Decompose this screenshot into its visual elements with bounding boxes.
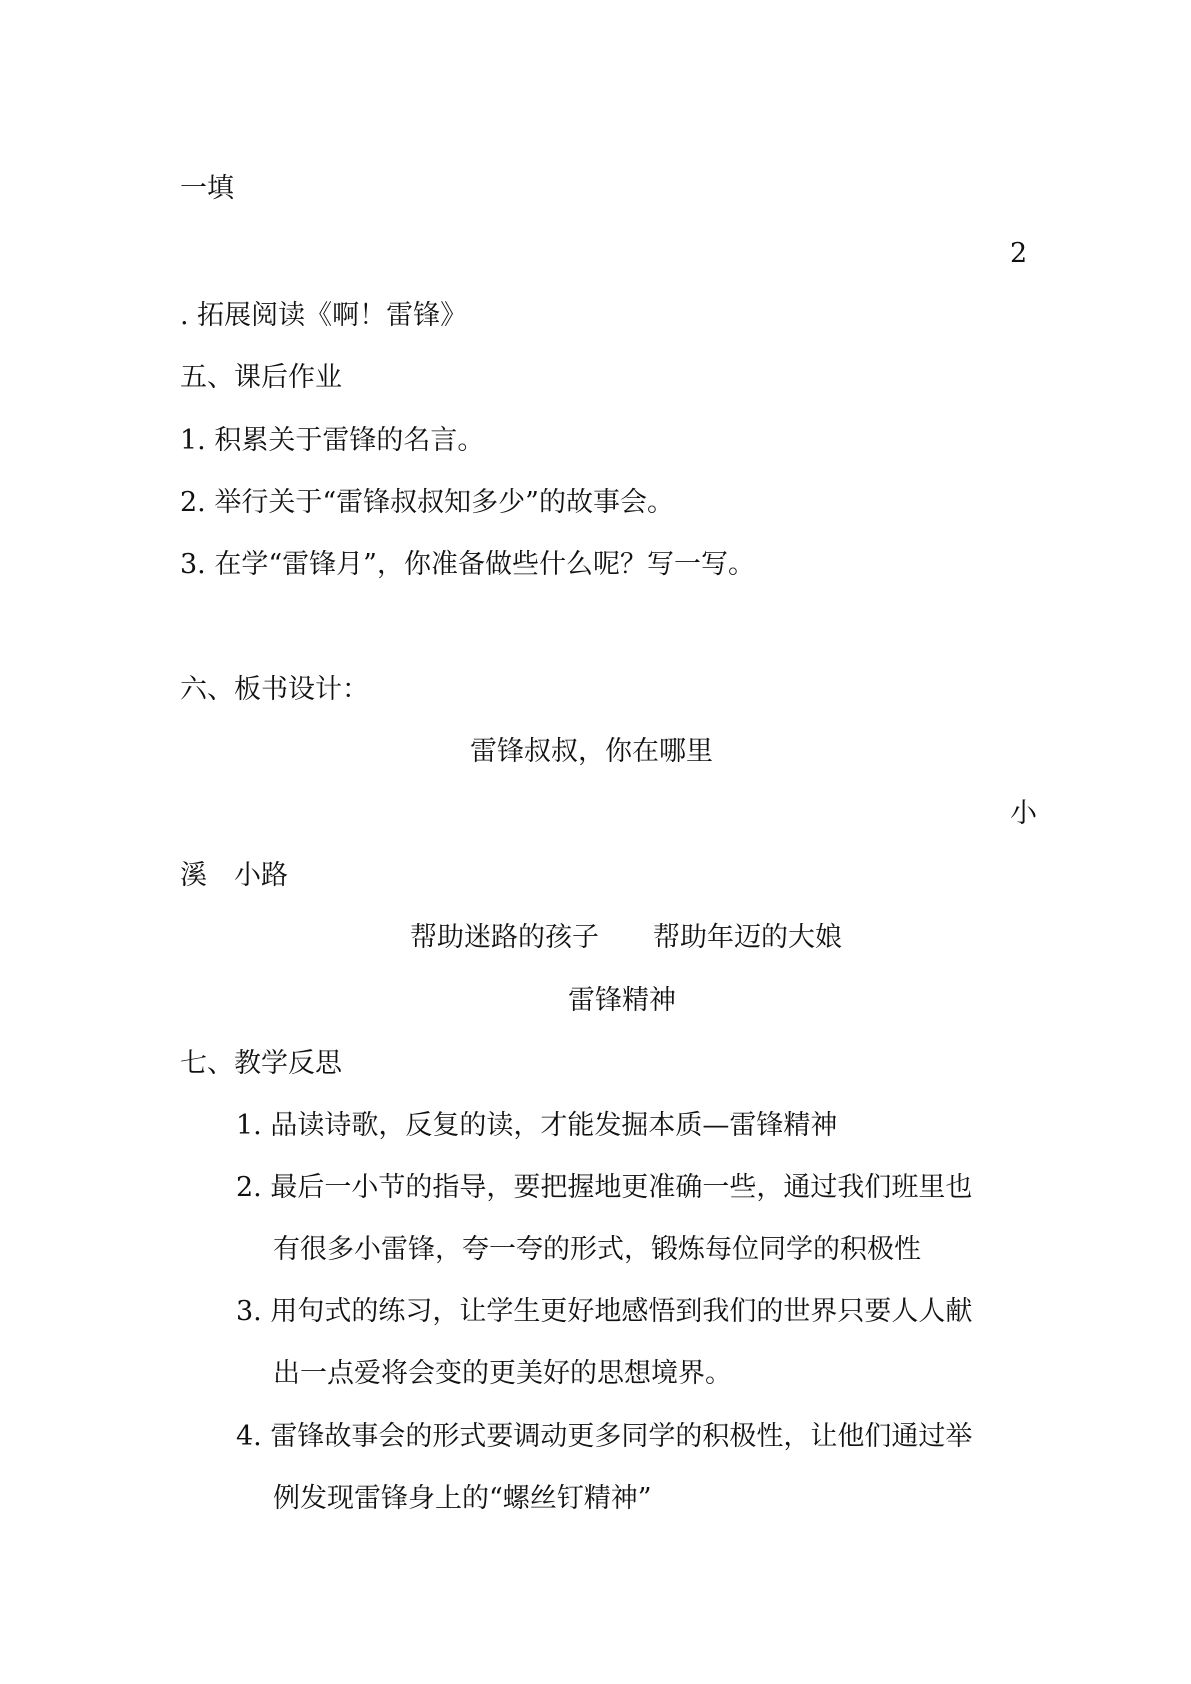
page-number: 2 xyxy=(1010,238,1028,269)
board-title: 雷锋叔叔，你在哪里 xyxy=(470,736,713,767)
board-fragment-left: 溪 小路 xyxy=(180,860,288,891)
homework-item-2: 2. 举行关于“雷锋叔叔知多少”的故事会。 xyxy=(180,487,674,518)
board-fragment-right: 小 xyxy=(1010,798,1037,829)
homework-item-1: 1. 积累关于雷锋的名言。 xyxy=(180,425,485,456)
reflection-item-2-line-2: 有很多小雷锋，夸一夸的形式，锻炼每位同学的积极性 xyxy=(273,1234,921,1265)
reflection-item-4-line-1: 4. 雷锋故事会的形式要调动更多同学的积极性，让他们通过举 xyxy=(236,1421,973,1452)
extended-reading-item: . 拓展阅读《啊！雷锋》 xyxy=(180,300,468,331)
section-board-design-heading: 六、板书设计： xyxy=(180,674,369,705)
reflection-item-4-line-2: 例发现雷锋身上的“螺丝钉精神” xyxy=(273,1483,652,1514)
homework-item-3: 3. 在学“雷锋月”，你准备做些什么呢？写一写。 xyxy=(180,549,755,580)
reflection-item-2-line-1: 2. 最后一小节的指导，要把握地更准确一些，通过我们班里也 xyxy=(236,1172,973,1203)
fragment-text: 一填 xyxy=(180,173,234,204)
section-reflection-heading: 七、教学反思 xyxy=(180,1048,342,1079)
reflection-item-3-line-1: 3. 用句式的练习，让学生更好地感悟到我们的世界只要人人献 xyxy=(236,1296,973,1327)
section-homework-heading: 五、课后作业 xyxy=(180,362,342,393)
reflection-item-3-line-2: 出一点爱将会变的更美好的思想境界。 xyxy=(273,1358,732,1389)
board-spirit: 雷锋精神 xyxy=(568,985,676,1016)
reflection-item-1: 1. 品读诗歌，反复的读，才能发掘本质—雷锋精神 xyxy=(236,1110,838,1141)
board-help-line: 帮助迷路的孩子 帮助年迈的大娘 xyxy=(410,922,842,953)
